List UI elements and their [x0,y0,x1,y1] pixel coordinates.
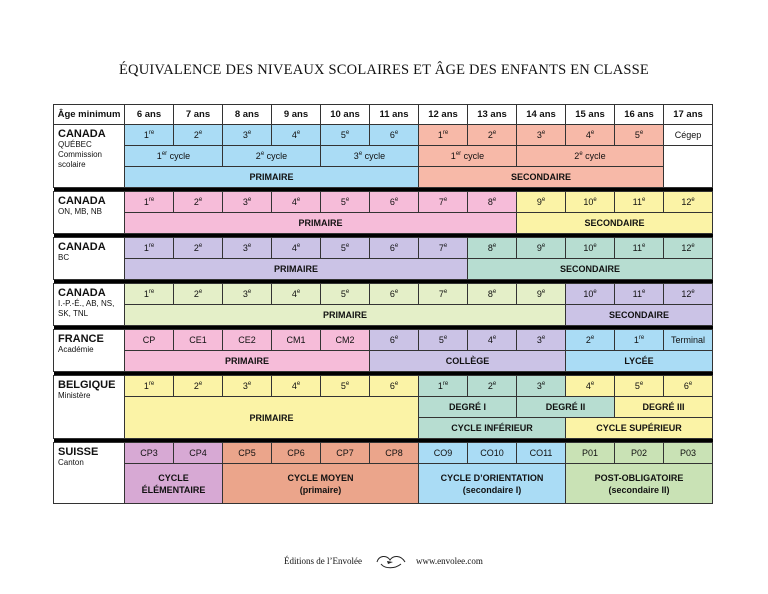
level-cycle-inferieur: CYCLE INFÉRIEUR [419,418,566,439]
grade-cell: 5e [321,238,370,259]
on-levels-row [54,213,713,234]
footer [0,552,768,572]
quebec-cycles-row [54,146,713,167]
grade-cell: 4e [272,125,321,146]
grade-cell: 6e [370,192,419,213]
grade-cell: 4e [272,238,321,259]
age-header: 9 ans [272,105,321,125]
publisher-name: Éditions de l’Envolée [284,556,362,566]
country-name: CANADA [58,195,106,207]
grade-cell: 6e [370,376,419,397]
age-header: 12 ans [419,105,468,125]
grade-cell: 5e [321,284,370,305]
grade-cell: 1re [615,330,664,351]
grade-cell: 5e [321,376,370,397]
bc-grades-row [54,238,713,259]
quebec-country-cell [54,125,125,188]
grade-cell: 11e [615,284,664,305]
grade-cell: CE2 [223,330,272,351]
suisse-grades-row [54,443,713,464]
grade-cell: P02 [615,443,664,464]
age-header: 17 ans [664,105,713,125]
grade-cell: 1re [125,192,174,213]
grade-cell: P01 [566,443,615,464]
grade-cell: 4e [272,284,321,305]
country-sub: Ministère [58,391,91,400]
grade-cell: 9e [517,238,566,259]
grade-cell: 2e [174,238,223,259]
header-row [54,105,713,125]
level-secondaire: SECONDAIRE [566,305,713,326]
grade-cell: 3e [517,376,566,397]
cycle-cell: 3e cycle [321,146,419,167]
grade-cell: CP5 [223,443,272,464]
grade-cell: 10e [566,284,615,305]
grade-cell: Terminal [664,330,713,351]
grade-cell: 1re [125,284,174,305]
grade-cell: 3e [223,192,272,213]
level-lycee: LYCÉE [566,351,713,372]
grade-cell: 9e [517,284,566,305]
grade-cell: 7e [419,238,468,259]
grade-cell: 12e [664,284,713,305]
grade-cell: 2e [566,330,615,351]
quebec-grades-row [54,125,713,146]
grade-cell: 9e [517,192,566,213]
grade-cell: 12e [664,192,713,213]
level-secondaire: SECONDAIRE [419,167,664,188]
grade-cell: 10e [566,192,615,213]
grade-cell: CO10 [468,443,517,464]
grade-cell: 5e [419,330,468,351]
level-primaire: PRIMAIRE [125,397,419,439]
level-degre-1: DEGRÉ I [419,397,517,418]
level-secondaire: SECONDAIRE [468,259,713,280]
country-name: CANADA [58,287,106,299]
age-header: 13 ans [468,105,517,125]
grade-cell: 2e [174,192,223,213]
country-sub: QUÉBEC [58,140,92,149]
grade-cell: CP7 [321,443,370,464]
grade-cell: 1re [125,376,174,397]
grade-cell: 3e [223,238,272,259]
grade-cell: 11e [615,192,664,213]
grade-cell: 4e [468,330,517,351]
equivalence-table [53,104,713,504]
age-header: 15 ans [566,105,615,125]
country-sub: BC [58,253,70,262]
grade-cell: 2e [174,125,223,146]
country-sub: Canton [58,458,84,467]
grade-cell: 2e [468,376,517,397]
grade-cell: P03 [664,443,713,464]
grade-cell: 5e [321,192,370,213]
age-minimum-header: Âge minimum [54,105,125,125]
ipe-grades-row [54,284,713,305]
grade-cell: 2e [468,125,517,146]
grade-cell: 3e [223,376,272,397]
level-primaire: PRIMAIRE [125,259,468,280]
country-sub: Commission scolaire [58,150,103,169]
bird-logo-icon [373,552,409,574]
france-country-cell [54,330,125,372]
grade-cell: 1re [125,125,174,146]
level-cycle-moyen: CYCLE MOYEN (primaire) [223,464,419,504]
grade-cell: CO9 [419,443,468,464]
grade-cell: 4e [566,125,615,146]
suisse-country-cell [54,443,125,504]
country-sub: ON, MB, NB [58,207,103,216]
grade-cell: CP [125,330,174,351]
grade-cell: 1re [419,376,468,397]
grade-cell: 4e [566,376,615,397]
level-secondaire: SECONDAIRE [517,213,713,234]
grade-cell: 4e [272,192,321,213]
grade-cell: CP3 [125,443,174,464]
grade-cell: 6e [370,238,419,259]
level-degre-3: DEGRÉ III [615,397,713,418]
cycle-cell: 1er cycle [125,146,223,167]
grade-cell: CO11 [517,443,566,464]
bc-country-cell [54,238,125,280]
page-title: ÉQUIVALENCE DES NIVEAUX SCOLAIRES ET ÂGE DES ENFANTS EN CLASSE [119,62,649,78]
grade-cell: 5e [615,125,664,146]
level-primaire: PRIMAIRE [125,351,370,372]
quebec-levels-row [54,167,713,188]
belgique-grades-row [54,376,713,397]
level-primaire: PRIMAIRE [125,167,419,188]
grade-cell: 3e [223,284,272,305]
country-name: CANADA [58,128,106,140]
grade-cell: 11e [615,238,664,259]
france-levels-row [54,351,713,372]
grade-cell: CM2 [321,330,370,351]
grade-cell: 1re [419,125,468,146]
cegep-cell: Cégep [664,125,713,146]
grade-cell: CP6 [272,443,321,464]
ipe-levels-row [54,305,713,326]
suisse-levels-row [54,464,713,504]
empty-cell [664,146,713,188]
level-college: COLLÈGE [370,351,566,372]
belgique-country-cell [54,376,125,439]
grade-cell: 7e [419,192,468,213]
france-grades-row [54,330,713,351]
grade-cell: 4e [272,376,321,397]
age-header: 10 ans [321,105,370,125]
country-name: FRANCE [58,333,104,345]
grade-cell: 7e [419,284,468,305]
level-cycle-elementaire: CYCLE ÉLÉMENTAIRE [125,464,223,504]
website-link[interactable]: www.envolee.com [416,556,483,566]
age-header: 14 ans [517,105,566,125]
on-grades-row [54,192,713,213]
cycle-cell: 2e cycle [517,146,664,167]
grade-cell: 8e [468,238,517,259]
age-header: 11 ans [370,105,419,125]
grade-cell: 6e [370,125,419,146]
on-country-cell [54,192,125,234]
grade-cell: 1re [125,238,174,259]
ipe-country-cell [54,284,125,326]
grade-cell: 3e [517,125,566,146]
bc-levels-row [54,259,713,280]
country-sub: Académie [58,345,94,354]
level-post-obligatoire: POST-OBLIGATOIRE (secondaire II) [566,464,713,504]
grade-cell: 12e [664,238,713,259]
level-cycle-orientation: CYCLE D’ORIENTATION (secondaire I) [419,464,566,504]
level-primaire: PRIMAIRE [125,213,517,234]
country-name: BELGIQUE [58,379,116,391]
grade-cell: 6e [370,284,419,305]
grade-cell: 2e [174,376,223,397]
level-primaire: PRIMAIRE [125,305,566,326]
grade-cell: 3e [223,125,272,146]
cycle-cell: 1er cycle [419,146,517,167]
grade-cell: 6e [370,330,419,351]
grade-cell: CP4 [174,443,223,464]
level-degre-2: DEGRÉ II [517,397,615,418]
age-header: 6 ans [125,105,174,125]
country-name: SUISSE [58,446,99,458]
belgique-degres-row [54,397,713,418]
grade-cell: CE1 [174,330,223,351]
country-sub: I.-P.-É., AB, NS, SK, TNL [58,299,115,318]
grade-cell: 2e [174,284,223,305]
grade-cell: 8e [468,284,517,305]
country-name: CANADA [58,241,106,253]
grade-cell: 10e [566,238,615,259]
cycle-cell: 2e cycle [223,146,321,167]
age-header: 16 ans [615,105,664,125]
grade-cell: 3e [517,330,566,351]
level-cycle-superieur: CYCLE SUPÉRIEUR [566,418,713,439]
grade-cell: 5e [615,376,664,397]
age-header: 8 ans [223,105,272,125]
age-header: 7 ans [174,105,223,125]
grade-cell: 6e [664,376,713,397]
grade-cell: 8e [468,192,517,213]
grade-cell: 5e [321,125,370,146]
grade-cell: CM1 [272,330,321,351]
grade-cell: CP8 [370,443,419,464]
